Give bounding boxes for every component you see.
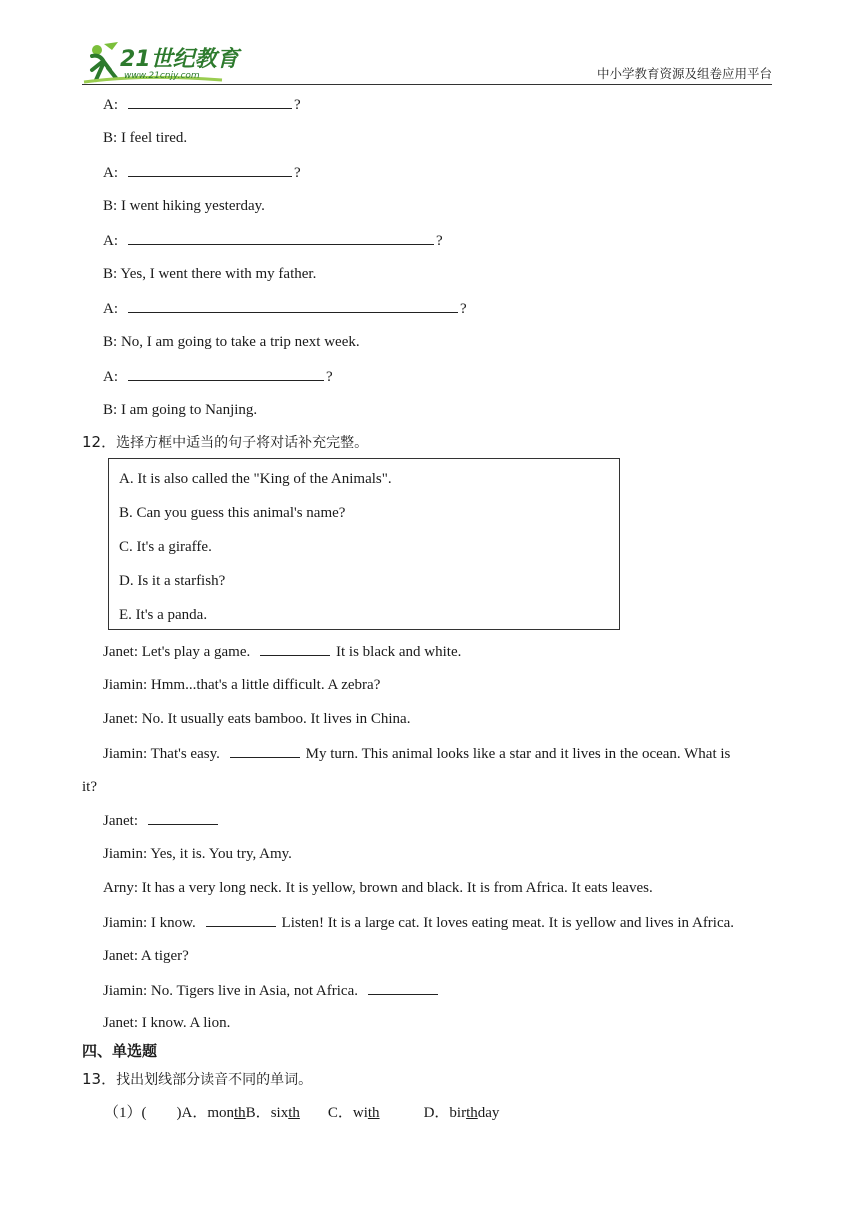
answer-blank[interactable] xyxy=(128,366,324,381)
answer-blank[interactable] xyxy=(368,980,438,995)
dialog2-line: Janet: I know. A lion. xyxy=(103,1015,231,1031)
answer-blank[interactable] xyxy=(148,810,218,825)
answer-blank[interactable] xyxy=(128,94,292,109)
dialog2-line: Jiamin: No. Tigers live in Asia, not Africa. xyxy=(103,980,440,1001)
dialog1-line: A: ? xyxy=(103,366,333,387)
header-divider xyxy=(82,84,772,85)
logo-url: www.21cnjy.com xyxy=(124,71,200,81)
answer-blank[interactable] xyxy=(206,912,276,927)
option-c: C. It's a giraffe. xyxy=(119,539,212,555)
dialog1-line: B: I feel tired. xyxy=(103,130,188,146)
dialog2-line-wrap: it? xyxy=(82,779,97,795)
dialog1-line: A: ? xyxy=(103,162,301,183)
option-d: D. Is it a starfish? xyxy=(119,573,226,589)
site-logo xyxy=(82,40,252,86)
dialog1-line: B: No, I am going to take a trip next week. xyxy=(103,334,360,350)
logo-text: 21世纪教育 xyxy=(120,47,239,72)
dialog1-line: A: ? xyxy=(103,298,467,319)
option-a: A. It is also called the "King of the Animals". xyxy=(119,471,392,487)
dialog2-line: Janet: A tiger? xyxy=(103,948,189,964)
question-12-heading: 12．选择方框中适当的句子将对话补充完整。 xyxy=(82,433,369,451)
section-title: 四、单选题 xyxy=(82,1042,158,1060)
answer-blank[interactable] xyxy=(128,162,292,177)
answer-blank[interactable] xyxy=(260,641,330,656)
dialog2-line: Janet: No. It usually eats bamboo. It lives in China. xyxy=(103,711,411,727)
answer-blank[interactable] xyxy=(128,298,458,313)
platform-name: 中小学教育资源及组卷应用平台 xyxy=(596,66,772,81)
dialog2-line: Jiamin: Yes, it is. You try, Amy. xyxy=(103,846,292,862)
dialog1-line: B: I am going to Nanjing. xyxy=(103,402,258,418)
answer-blank[interactable] xyxy=(128,230,434,245)
option-b: B. Can you guess this animal's name? xyxy=(119,505,346,521)
dialog1-line: A: ? xyxy=(103,94,301,115)
dialog1-line: A: ? xyxy=(103,230,443,251)
page-header xyxy=(0,0,860,90)
dialog1-line: B: I went hiking yesterday. xyxy=(103,198,265,214)
dialog2-line: Janet: Let's play a game. It is black and white. xyxy=(103,641,461,662)
answer-blank[interactable] xyxy=(230,743,300,758)
dialog2-line: Jiamin: Hmm...that's a little difficult. A zebra? xyxy=(103,677,381,693)
dialog1-line: B: Yes, I went there with my father. xyxy=(103,266,317,282)
question-13-heading: 13．找出划线部分读音不同的单词。 xyxy=(82,1070,313,1088)
dialog2-line: Arny: It has a very long neck. It is yellow, brown and black. It is from Africa. It eats leaves. xyxy=(103,880,653,896)
dialog2-line: Jiamin: That's easy. My turn. This animal looks like a star and it lives in the ocean. What is xyxy=(103,743,730,764)
options-box xyxy=(108,458,620,630)
option-e: E. It's a panda. xyxy=(119,607,208,623)
dialog2-line: Jiamin: I know. Listen! It is a large cat. It loves eating meat. It is yellow and lives in Africa. xyxy=(103,912,734,933)
question-13-item-1: （1）( )A．monthB．sixth C．with D．birthday xyxy=(104,1105,500,1121)
runner-logo-icon xyxy=(82,40,252,86)
dialog2-line: Janet: xyxy=(103,810,220,831)
